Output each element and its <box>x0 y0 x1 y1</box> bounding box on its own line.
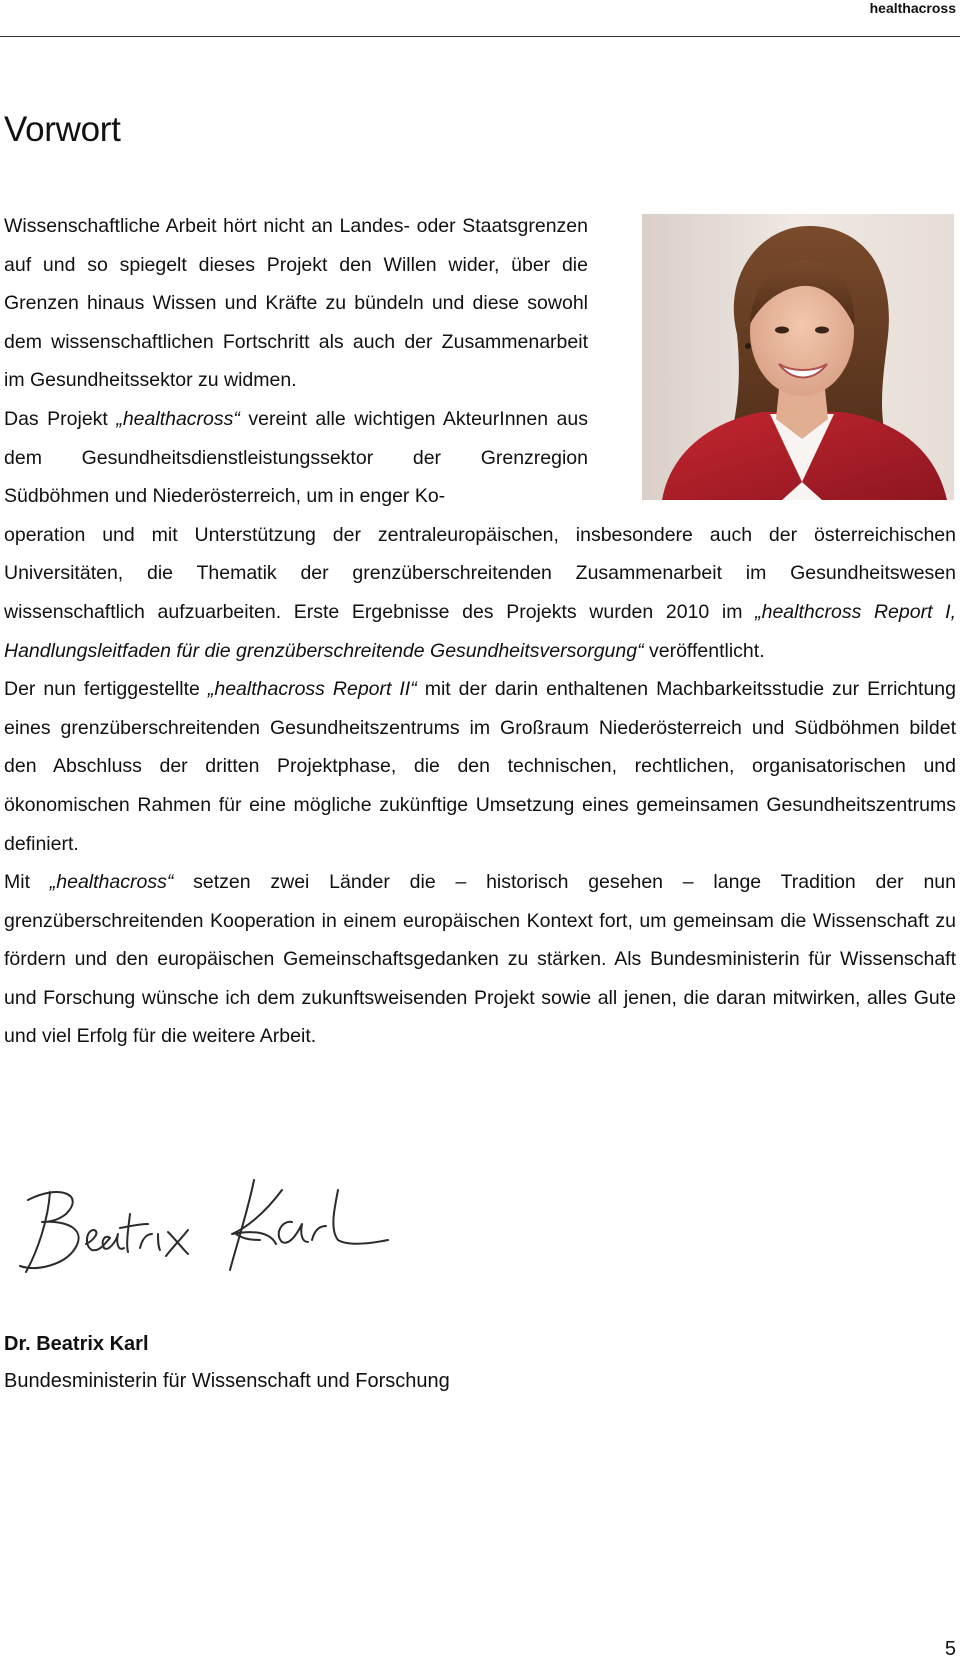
text-run: Der nun fertiggestellte <box>4 678 208 701</box>
text-run: Mit <box>4 871 50 894</box>
page-number: 5 <box>944 1638 956 1660</box>
paragraph <box>4 670 956 863</box>
report-title: „healthcross Report I, Handlungsleitfaden für die grenzüberschreitende Gesundheitsversorgung“ <box>4 600 956 662</box>
running-header: healthacross <box>869 0 956 16</box>
paragraph <box>4 863 956 1056</box>
paragraph-continuation <box>4 516 956 670</box>
text-run: Das Projekt <box>4 407 117 430</box>
paragraph <box>4 400 956 670</box>
text-run: vereint alle wichtigen AkteurInnen aus dem Gesundheitsdienstleistungssektor der Grenzregion Südböhmen und Niederösterreich, um in enger Ko- <box>4 407 588 508</box>
text-run: operation und mit Unterstützung der zentraleuropäischen, insbesondere auch der österreichischen Universitäten, die Thematik der grenzüberschreitenden Zusammenarbeit im Gesundheitswesen wissenschaftlich aufzuarbeiten. Erste Ergebnisse des Projekts wurden 2010 im <box>4 523 956 623</box>
text-run: setzen zwei Länder die – historisch gesehen – lange Tradition der nun grenzüberschreitenden Kooperation in einem europäischen Kontext fort, um gemeinsam die Wissenschaft zu fördern und den europäischen Gemeinschaftsgedanken zu stärken. Als Bundesministerin für Wissenschaft und Forschung wünsche ich dem zukunftsweisenden Projekt sowie all jenen, die daran mitwirken, alles Gute und viel Erfolg für die weitere Arbeit. <box>4 871 956 1048</box>
report-title: „healthacross Report II“ <box>207 678 417 701</box>
handwritten-signature <box>8 1170 408 1290</box>
signer-title: Bundesministerin für Wissenschaft und Forschung <box>4 1370 450 1392</box>
paragraph: Wissenschaftliche Arbeit hört nicht an Landes- oder Staatsgrenzen auf und so spiegelt dieses Projekt den Willen wider, über die Grenzen hinaus Wissen und Kräfte zu bündeln und diese sowohl dem wissenschaftlichen Fortschritt als auch der Zusammenarbeit im Gesundheitssektor zu widmen. <box>4 215 588 392</box>
header-divider <box>0 36 960 37</box>
project-name: „healthacross“ <box>49 871 174 894</box>
page-title: Vorwort <box>4 110 121 149</box>
project-name: „healthacross“ <box>116 407 240 430</box>
text-run: mit der darin enthaltenen Machbarkeitsstudie zur Errichtung eines grenzüberschreitenden Gesundheitszentrums im Großraum Niederösterreich und Südböhmen bildet den Abschluss der dritten Projektphase, die den technischen, rechtlichen, organisatorischen und ökonomischen Rahmen für eine mögliche zukünftige Umsetzung eines gemeinsamen Gesundheitszentrums definiert. <box>4 678 956 855</box>
signer-name: Dr. Beatrix Karl <box>4 1333 149 1355</box>
body-text <box>4 207 956 1056</box>
text-run: veröffentlicht. <box>643 639 765 662</box>
